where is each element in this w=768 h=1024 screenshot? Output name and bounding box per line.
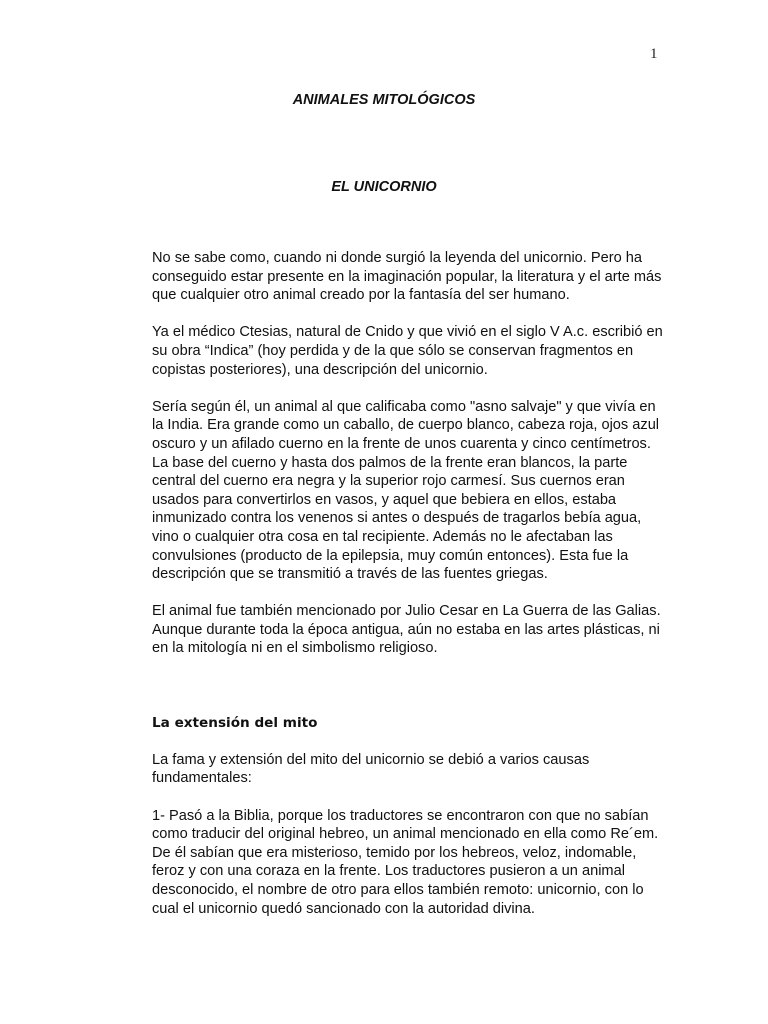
- paragraph-origin: No se sabe como, cuando ni donde surgió la leyenda del unicornio. Pero ha conseguido estar presente en la imaginación popular, la literatura y el arte más que cualquier otro animal creado por la fantasía del ser humano.: [152, 250, 662, 304]
- document-body: [152, 249, 664, 918]
- section-title: EL UNICORNIO: [331, 179, 437, 195]
- subheading-extension: La extensión del mito: [152, 714, 318, 731]
- section-spacer: [152, 677, 664, 714]
- paragraph-translators: De él sabían que era misterioso, temido por los hebreos, veloz, indomable, feroz y con una coraza en la frente. Los traductores pusieron a un animal desconocido, el nombre de otro para ellos también remoto: unicornio, con lo cual el unicornio quedó sancionado con la autoridad divina.: [152, 844, 644, 917]
- paragraph-julio-cesar: El animal fue también mencionado por Julio Cesar en La Guerra de las Galias. Aunque durante toda la época antigua, aún no estaba en las artes plásticas, ni en la mitología ni en el simbolismo religioso.: [152, 603, 661, 657]
- page-number: 1: [650, 46, 658, 62]
- paragraph-ctesias: Ya el médico Ctesias, natural de Cnido y que vivió en el siglo V A.c. escribió en su obra “Indica” (hoy perdida y de la que sólo se conservan fragmentos en copistas posteriores), una descripción del unicornio.: [152, 324, 663, 378]
- paragraph-description: Sería según él, un animal al que calificaba como "asno salvaje" y que vivía en la India. Era grande como un caballo, de cuerpo blanco, cabeza roja, ojos azul oscuro y un afilado cuerno en la frente de unos cuarenta y cinco centímetros. La base del cuerno y hasta dos palmos de la frente eran blancos, la parte central del cuerno era negra y la superior rojo carmesí. Sus cuernos eran usados para convertirlos en vasos, y aquel que bebiera en ellos, estaba inmunizado contra los venenos si antes o después de tragarlos bebía agua, vino o cualquier otra cosa en tal recipiente. Además no le afectaban las convulsiones (producto de la epilepsia, muy común entonces). Esta fue la descripción que se transmitió a través de las fuentes griegas.: [152, 398, 660, 583]
- paragraph-bible: 1- Pasó a la Biblia, porque los traductores se encontraron con que no sabían como traducir del original hebreo, un animal mencionado en ella como Re´em.: [152, 807, 659, 843]
- document-title: ANIMALES MITOLÓGICOS: [292, 92, 476, 108]
- paragraph-extension-causes: La fama y extensión del mito del unicornio se debió a varios causas fundamentales:: [152, 751, 590, 787]
